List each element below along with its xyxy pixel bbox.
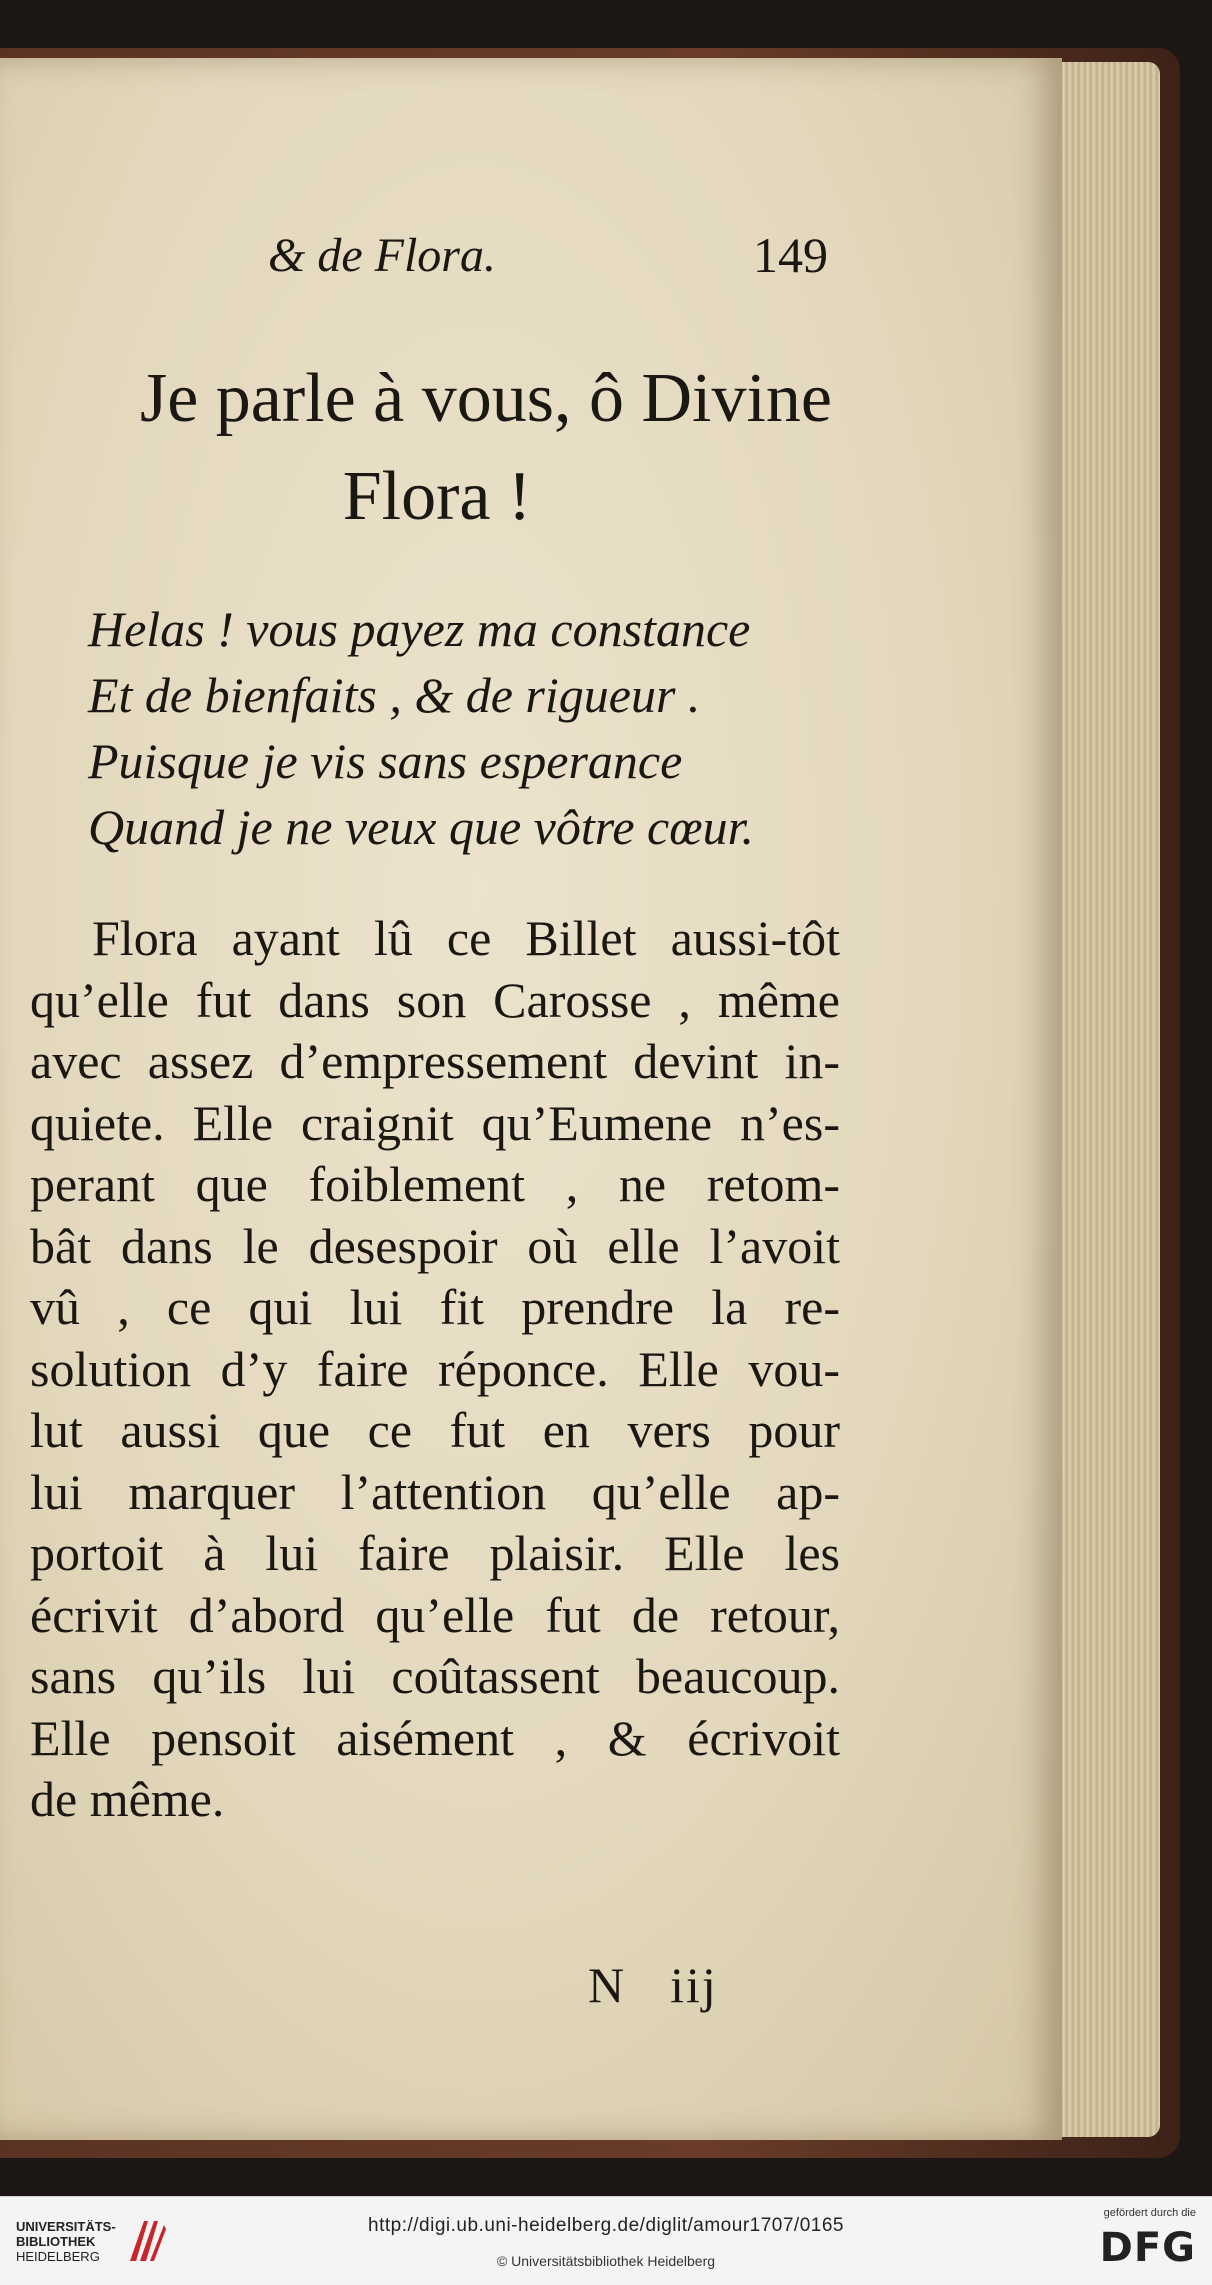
funding-note: gefördert durch die — [1103, 2207, 1196, 2219]
prose-line: lui marquer l’attention qu’elle ap- — [30, 1463, 840, 1520]
prose-line: sans qu’ils lui coûtassent beaucoup. — [30, 1648, 840, 1704]
dfg-logo[interactable]: DFG — [1099, 2225, 1196, 2271]
signature-numeral: iij — [670, 1957, 718, 2013]
book-page — [0, 58, 1062, 2140]
verse-line: Et de bienfaits , & de rigueur . — [88, 667, 701, 723]
page-number: 149 — [753, 227, 828, 283]
prose-line: portoit à lui faire plaisir. Elle les — [30, 1525, 840, 1581]
page-url[interactable]: http://digi.ub.uni-heidelberg.de/diglit/amour1707/0165 — [368, 2215, 844, 2236]
prose-line: solution d’y faire réponce. Elle vou- — [30, 1340, 840, 1397]
letter-heading — [12, 350, 832, 546]
prose-line: avec assez d’empressement devint in- — [30, 1033, 840, 1089]
signature-mark — [588, 1956, 718, 2014]
verse-line: Puisque je vis sans esperance — [88, 733, 683, 789]
verse-line: Helas ! vous payez ma constance — [88, 601, 751, 657]
prose-line: bât dans le desespoir où elle l’avoit — [30, 1217, 840, 1274]
prose-line: qu’elle fut dans son Carosse , même — [30, 971, 840, 1028]
prose-paragraph — [30, 908, 840, 1831]
library-name-line-3: HEIDELBERG — [16, 2249, 100, 2264]
prose-line: quiete. Elle craignit qu’Eumene n’es- — [30, 1094, 840, 1151]
signature-letter: N — [588, 1957, 627, 2013]
running-title: & de Flora. — [268, 229, 496, 282]
prose-line: vû , ce qui lui fit prendre la re- — [30, 1279, 840, 1335]
prose-line: Flora ayant lû ce Billet aussi-tôt — [92, 910, 840, 966]
library-name-line-2: BIBLIOTHEK — [16, 2234, 96, 2249]
verse-stanza — [88, 596, 788, 860]
viewer-footer — [0, 2196, 1212, 2285]
heading-line-1: Je parle à vous, ô Divine — [139, 360, 832, 437]
prose-line: Elle pensoit aisément , & écrivoit — [30, 1709, 840, 1766]
running-head — [268, 228, 828, 288]
prose-line: perant que foiblement , ne retom- — [30, 1156, 840, 1212]
library-name-line-1: UNIVERSITÄTS- — [16, 2219, 116, 2234]
verse-line: Quand je ne veux que vôtre cœur. — [88, 799, 754, 855]
prose-line: lut aussi que ce fut en vers pour — [30, 1402, 840, 1458]
prose-line: écrivit d’abord qu’elle fut de retour, — [30, 1586, 840, 1643]
heading-line-2: Flora ! — [342, 458, 532, 535]
copyright-notice: © Universitätsbibliothek Heidelberg — [496, 2253, 716, 2269]
prose-line: de même. — [30, 1771, 225, 1827]
